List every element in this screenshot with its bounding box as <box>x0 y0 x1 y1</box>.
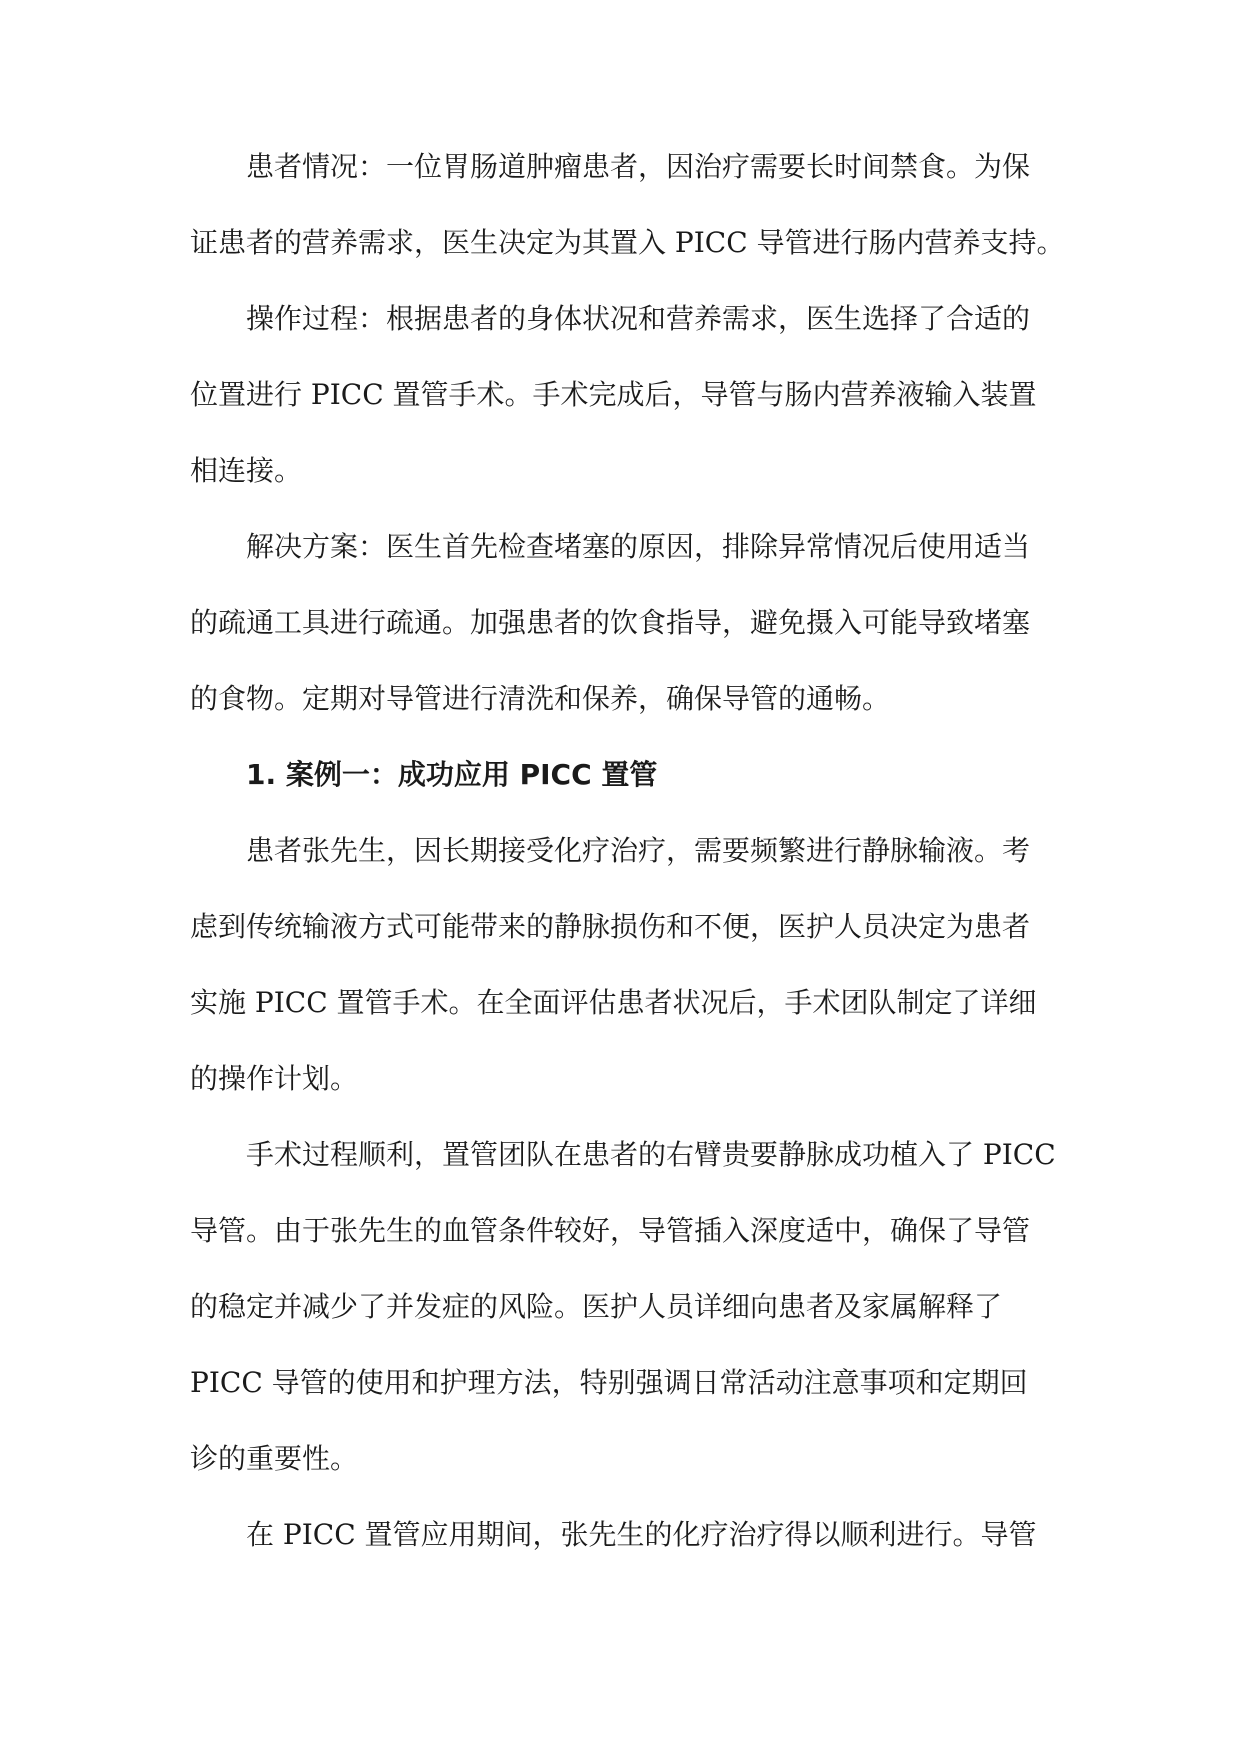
paragraph-line: 导管。由于张先生的血管条件较好，导管插入深度适中，确保了导管 <box>190 1214 1031 1247</box>
paragraph-line: 相连接。 <box>190 454 303 487</box>
paragraph-line: 的操作计划。 <box>190 1062 359 1095</box>
paragraph-case-intro <box>190 832 1050 1098</box>
paragraph-surgery <box>190 1136 1056 1478</box>
paragraph-application <box>190 1516 1050 1554</box>
paragraph-line: 虑到传统输液方式可能带来的静脉损伤和不便，医护人员决定为患者 <box>190 910 1031 943</box>
paragraph-line: 诊的重要性。 <box>190 1442 359 1475</box>
paragraph-line: 解决方案：医生首先检查堵塞的原因，排除异常情况后使用适当 <box>246 530 1031 563</box>
paragraph-line: 的食物。定期对导管进行清洗和保养，确保导管的通畅。 <box>190 682 891 715</box>
paragraph-line: 患者张先生，因长期接受化疗治疗，需要频繁进行静脉输液。考 <box>246 834 1031 867</box>
paragraph-line: 患者情况：一位胃肠道肿瘤患者，因治疗需要长时间禁食。为保 <box>246 150 1031 183</box>
paragraph-line: 的疏通工具进行疏通。加强患者的饮食指导，避免摄入可能导致堵塞 <box>190 606 1031 639</box>
paragraph-line: 的稳定并减少了并发症的风险。医护人员详细向患者及家属解释了 <box>190 1290 1003 1323</box>
paragraph-solution <box>190 528 1050 718</box>
paragraph-line: 操作过程：根据患者的身体状况和营养需求，医生选择了合适的 <box>246 302 1031 335</box>
paragraph-patient-situation <box>190 148 1065 262</box>
paragraph-line: PICC 导管的使用和护理方法，特别强调日常活动注意事项和定期回 <box>190 1366 1028 1399</box>
paragraph-line: 实施 PICC 置管手术。在全面评估患者状况后，手术团队制定了详细 <box>190 986 1037 1019</box>
section-heading: 1. 案例一：成功应用 PICC 置管 <box>246 758 658 791</box>
document-page <box>190 148 1065 1592</box>
paragraph-line: 证患者的营养需求，医生决定为其置入 PICC 导管进行肠内营养支持。 <box>190 226 1065 259</box>
paragraph-procedure <box>190 300 1050 490</box>
paragraph-line: 在 PICC 置管应用期间，张先生的化疗治疗得以顺利进行。导管 <box>246 1518 1037 1551</box>
paragraph-line: 手术过程顺利，置管团队在患者的右臂贵要静脉成功植入了 PICC <box>246 1138 1056 1171</box>
paragraph-line: 位置进行 PICC 置管手术。手术完成后，导管与肠内营养液输入装置 <box>190 378 1037 411</box>
